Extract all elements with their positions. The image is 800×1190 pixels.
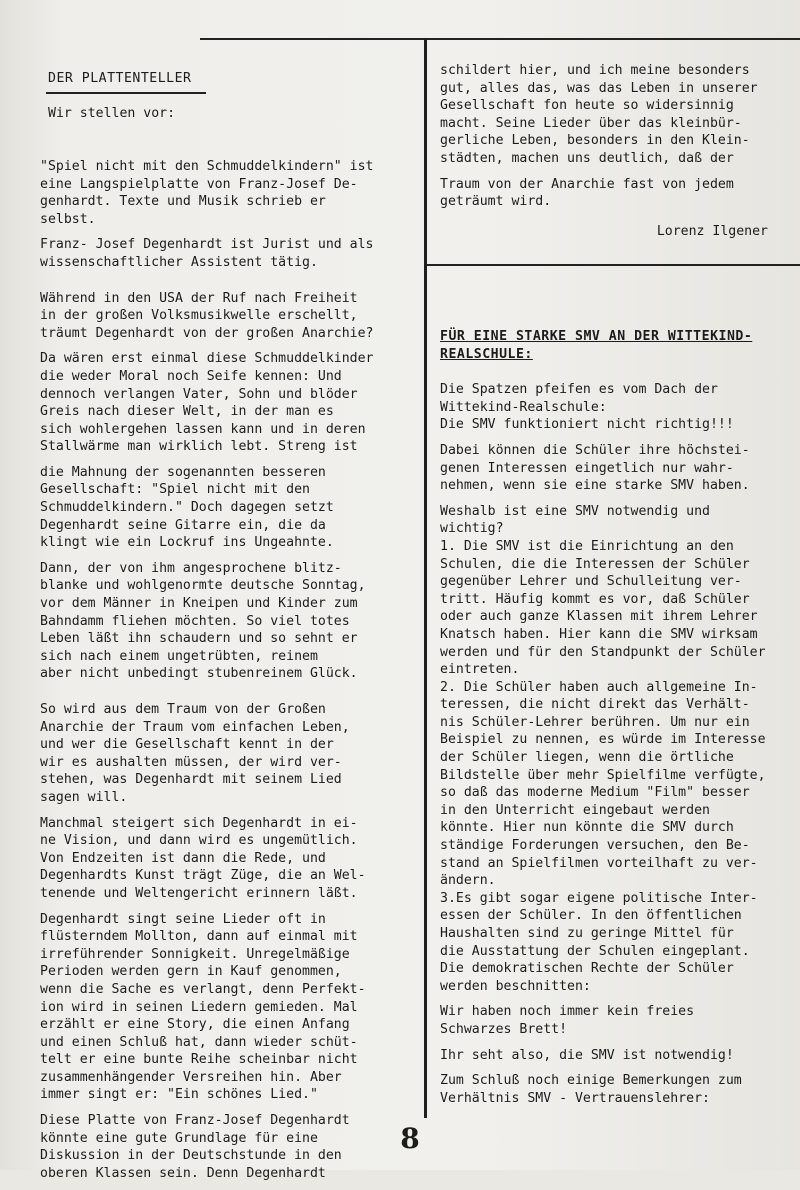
section-divider <box>426 264 800 266</box>
heading-plattenteller <box>48 52 420 140</box>
paragraph: Weshalb ist eine SMV notwendig und wichtig? 1. Die SMV ist die Einrichtung an den Schulen, die die Interessen der Schüler gegenüber Lehrer und Schulleitung ver- tritt. Häufig kommt es vor, daß Schüler oder auch ganze Klassen mit ihrem Lehrer Knatsch haben. Hier kann die SMV wirksam werden und für den Standpunkt der Schüler eintreten. 2. Die Schüler haben auch allgemeine In- teressen, die nicht direkt das Verhält- nis Schüler-Lehrer berühren. Um nur ein Beispiel zu nennen, es würde im Interesse der Schüler liegen, wenn die örtliche Bildstelle über mehr Spielfilme verfügte, so daß das moderne Medium "Film" besser in den Unterricht eingebaut werden könnte. Hier nun könnte die SMV durch ständige Forderungen versuchen, den Be- stand an Spielfilmen vorteilhaft zu ver- ändern. 3.Es gibt sogar eigene politische Inter- essen der Schüler. In den öffentlichen Haushalten sind zu geringe Mittel für die Ausstattung der Schulen eingeplant. Die demokratischen Rechte der Schüler werden beschnitten: <box>440 503 766 994</box>
top-rule <box>200 38 800 40</box>
paragraph: Manchmal steigert sich Degenhardt in ei- ne Vision, und dann wird es ungemütlich. Von Endzeiten ist dann die Rede, und Degenhardts Kunst trägt Züge, die an Wel- tenende und Weltengericht erinnern läßt. <box>40 815 366 901</box>
paragraph: Dann, der von ihm angesprochene blitz- blanke und wohlgenormte deutsche Sonntag, vor dem Männer in Kneipen und Kinder zum Bahndamm fliehen möchten. So viel totes Leben läßt ihn schaudern und so sehnt er sich nach einem ungetrübten, reinem aber nicht unbedingt stubenreinem Glück. <box>40 560 366 682</box>
paragraph: Diese Platte von Franz-Josef Degenhardt könnte eine gute Grundlage für eine Diskussion in der Deutschstunde in den oberen Klassen sein. Denn Degenhardt <box>40 1113 350 1181</box>
paragraph: Die Spatzen pfeifen es vom Dach der Wittekind-Realschule: Die SMV funktioniert nicht richtig!!! <box>440 382 734 433</box>
smv-section <box>440 328 790 1115</box>
paragraph: "Spiel nicht mit den Schmuddelkindern" ist eine Langspielplatte von Franz-Josef De- genhardt. Texte und Musik schrieb er selbst. <box>40 158 374 227</box>
paragraph: So wird aus dem Traum von der Großen Anarchie der Traum vom einfachen Leben, und wer die Gesellschaft kennt in der wir es aushalten müssen, der wird ver- stehen, was Degenhardt mit seinem Lied sagen will. <box>40 702 350 805</box>
paragraph: Während in den USA der Ruf nach Freiheit in der großen Volksmusikwelle erschellt, träumt Degenhardt von der großen Anarchie? <box>40 290 374 341</box>
paragraph: Dabei können die Schüler ihre höchstei- genen Interessen eingetlich nur wahr- nehmen, wenn sie eine starke SMV haben. <box>440 442 750 494</box>
paragraph: Traum von der Anarchie fast von jedem geträumt wird. <box>440 176 734 210</box>
smv-title: FÜR EINE STARKE SMV AN DER WITTEKIND- REALSCHULE: <box>440 329 753 362</box>
right-column <box>440 62 790 1106</box>
paragraph: Da wären erst einmal diese Schmuddelkinder die weder Moral noch Seife kennen: Und dennoch verlangen Vater, Sohn und blöder Greis nach dieser Welt, in der man es sich wohlergehen lassen kann und in deren Stallwärme man wirklich lebt. Streng ist <box>40 351 374 455</box>
section-title: DER PLATTENTELLER <box>48 70 192 86</box>
paragraph: schildert hier, und ich meine besonders gut, alles das, was das Leben in unserer Gesellschaft fon heute so widersinnig macht. Seine Lieder über das kleinbür- gerliche Leben, besonders in den Klein- städten, machen uns deutlich, daß der <box>440 63 758 166</box>
author-signature: Lorenz Ilgener <box>656 223 768 239</box>
paragraph: Ihr seht also, die SMV ist notwendig! <box>440 1047 734 1063</box>
column-divider <box>424 38 427 1118</box>
section-subtitle: Wir stellen vor: <box>48 105 176 121</box>
left-column <box>40 52 420 1190</box>
paragraph: Wir haben noch immer kein freies Schwarzes Brett! <box>440 1004 695 1037</box>
paragraph: Zum Schluß noch einige Bemerkungen zum Verhältnis SMV - Vertrauenslehrer: <box>440 1073 742 1106</box>
paragraph: die Mahnung der sogenannten besseren Gesellschaft: "Spiel nicht mit den Schmuddelkindern." Doch dagegen setzt Degenhardt seine Gitarre ein, die da klingt wie ein Lockruf ins Ungeahnte. <box>40 464 334 551</box>
paragraph: Franz- Josef Degenhardt ist Jurist und als wissenschaftlicher Assistent tätig. <box>40 237 374 270</box>
paragraph: Degenhardt singt seine Lieder oft in flüsterndem Mollton, dann auf einmal mit irreführender Sonnigkeit. Unregelmäßige Perioden werden gern in Kauf genommen, wenn die Sache es verlangt, denn Perfekt- ion wird in seinen Liedern gemieden. Mal erzählt er eine Story, die einen Anfang und einen Schluß hat, dann wieder schüt- telt er eine bunte Reihe scheinbar nicht zusammenhängender Versreihen hin. Aber immer singt er: "Ein schönes Lied." <box>40 911 366 1103</box>
page-number: 8 <box>400 1122 420 1155</box>
